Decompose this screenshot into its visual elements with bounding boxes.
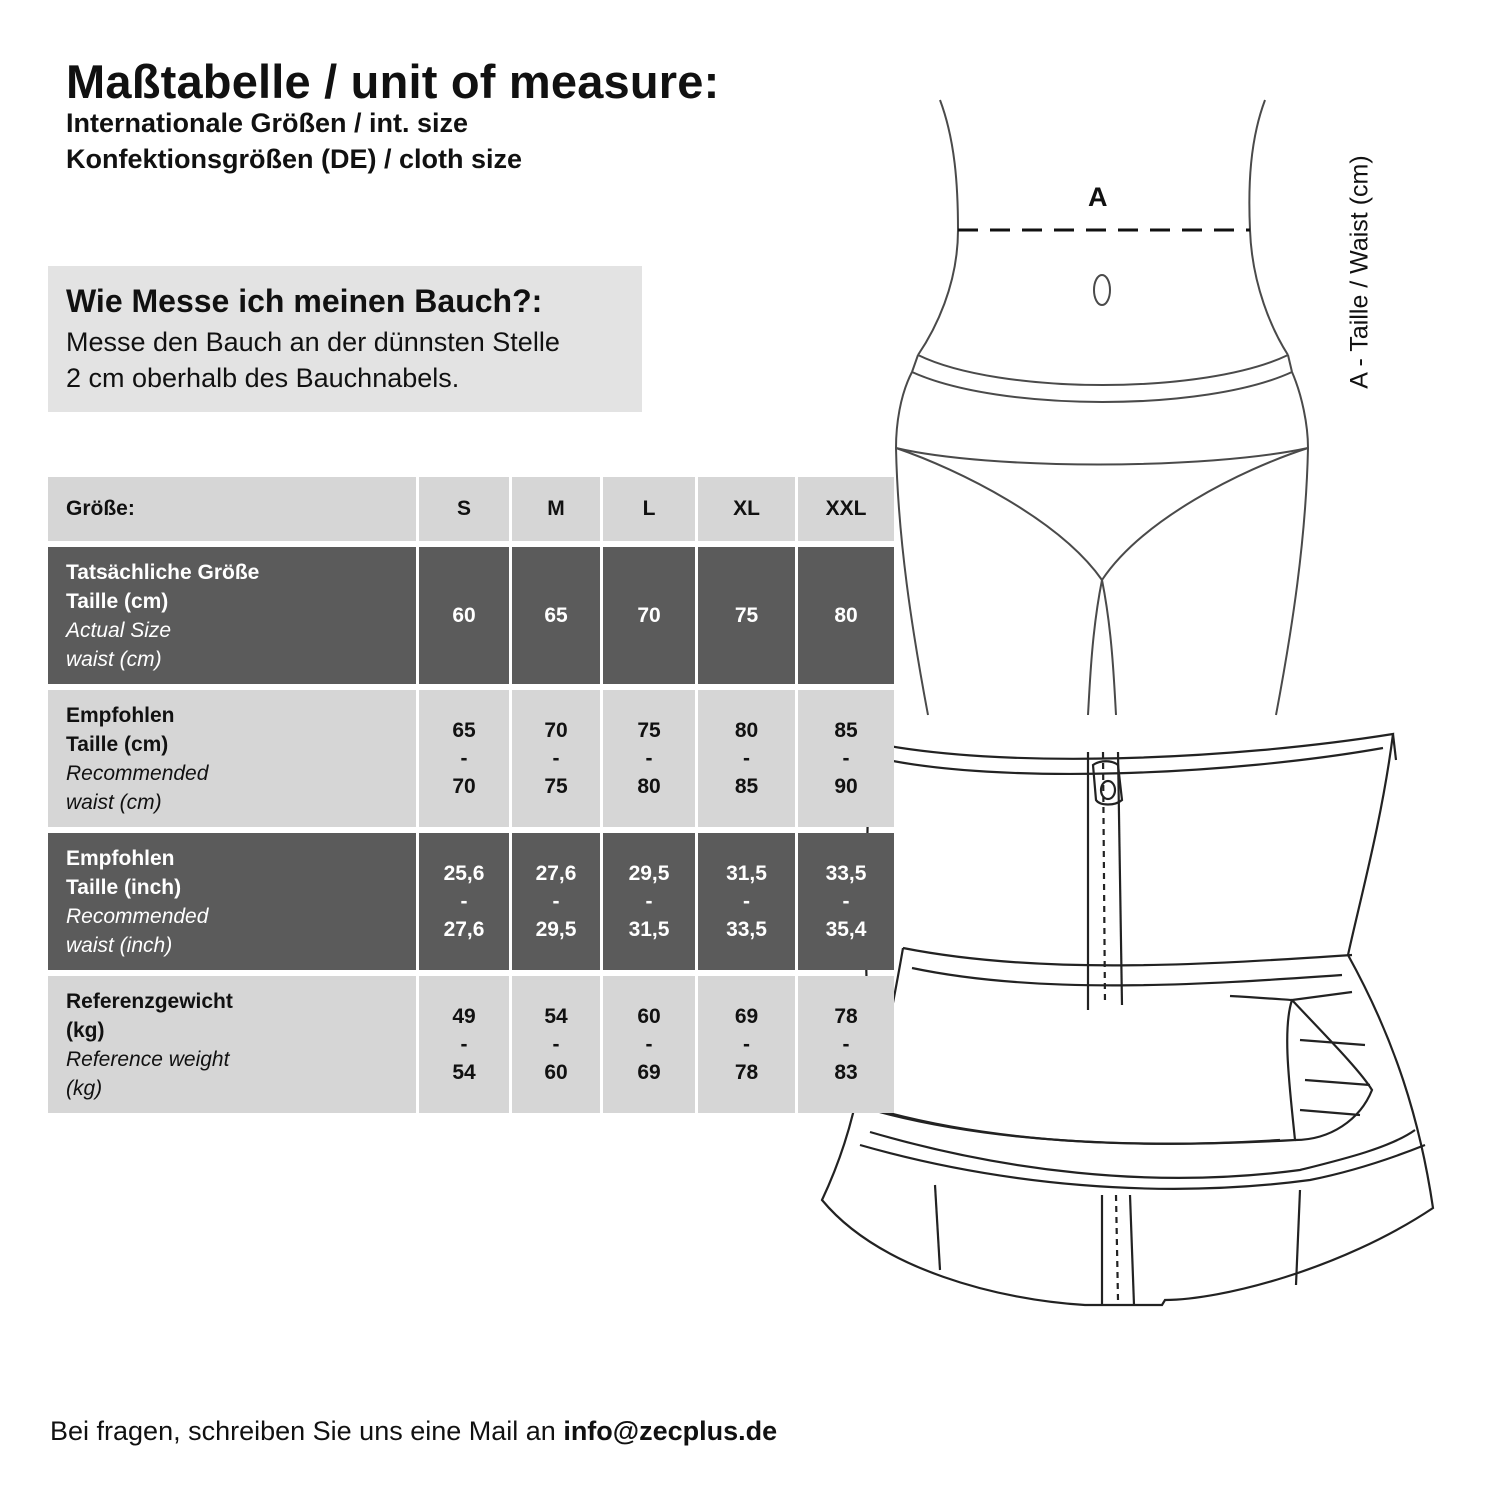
subtitle-cloth-size: Konfektionsgrößen (DE) / cloth size [66, 144, 523, 174]
table-value-part: 33,5 [726, 917, 767, 941]
table-value-part: 85 [834, 718, 858, 742]
table-value-part: 90 [834, 774, 858, 798]
table-value-part: 85 [734, 774, 759, 798]
size-header-text: Größe: [66, 497, 135, 520]
table-value-part: 54 [544, 1004, 568, 1028]
table-value-part: - [552, 889, 560, 913]
row-label-en: waist (cm) [66, 647, 162, 671]
row-label-text [66, 701, 208, 817]
table-value-part: 80 [637, 774, 661, 798]
table-value-part: 54 [452, 1060, 476, 1084]
table-value-cell [798, 547, 894, 684]
size-header-cell: S [419, 477, 509, 541]
contact-email: info@zecplus.de [563, 1416, 778, 1446]
row-label-en: Reference weight [66, 1047, 230, 1071]
table-value-part: 78 [734, 1060, 759, 1084]
table-value [826, 860, 867, 944]
size-header-cell: L [603, 477, 695, 541]
table-value [637, 602, 660, 630]
contact-footer [50, 1416, 777, 1447]
table-value-part: 27,6 [535, 861, 577, 885]
table-value-part: - [552, 746, 560, 770]
table-value-part: 75 [734, 603, 759, 627]
row-label-de: Empfohlen [66, 846, 175, 870]
row-label-de: Taille (cm) [66, 589, 169, 613]
row-label-de: Taille (inch) [66, 875, 182, 899]
measure-instructions-line: Messe den Bauch an der dünnsten Stelle [66, 327, 560, 357]
row-label-en: Recommended [66, 904, 209, 928]
table-value-part: - [743, 889, 750, 913]
size-table [48, 477, 867, 1113]
table-value-cell [512, 833, 600, 970]
table-value-part: - [460, 1032, 468, 1056]
table-value-cell [512, 976, 600, 1113]
table-value-part: - [460, 746, 468, 770]
row-label-text [66, 987, 233, 1103]
waist-axis-label: A - Taille / Waist (cm) [1345, 155, 1374, 389]
contact-text: Bei fragen, schreiben Sie uns eine Mail an [50, 1416, 564, 1446]
size-header-cell: XL [698, 477, 795, 541]
table-value [834, 602, 857, 630]
row-label-de: (kg) [66, 1018, 105, 1042]
page-title: Maßtabelle / unit of measure: [66, 55, 720, 108]
table-value-cell [603, 833, 695, 970]
table-value-cell [512, 690, 600, 827]
row-label-de: Taille (cm) [66, 732, 169, 756]
table-value-cell [419, 547, 509, 684]
navel [1094, 275, 1110, 305]
table-value-cell [698, 690, 795, 827]
row-label-en: waist (inch) [66, 933, 173, 957]
row-label-text [66, 558, 259, 674]
row-label [48, 690, 416, 827]
table-value-part: - [742, 1032, 750, 1056]
table-value-part: 70 [452, 774, 476, 798]
table-value [452, 717, 475, 801]
table-value-cell [512, 547, 600, 684]
table-value-part: 31,5 [726, 861, 767, 885]
table-value [834, 1003, 857, 1087]
table-value-cell [798, 976, 894, 1113]
table-value-part: 29,5 [628, 861, 670, 885]
table-value-part: - [842, 746, 850, 770]
table-value-part: 49 [452, 1004, 476, 1028]
row-label-text [66, 844, 208, 960]
table-value [735, 1003, 758, 1087]
table-value-part: 33,5 [825, 861, 867, 885]
table-value-part: - [552, 1032, 560, 1056]
row-label-en: waist (cm) [66, 790, 162, 814]
row-label [48, 976, 416, 1113]
row-label-en: Recommended [66, 761, 209, 785]
table-value-cell [798, 690, 894, 827]
measure-instructions-line: 2 cm oberhalb des Bauchnabels. [66, 363, 460, 393]
size-header-label [48, 477, 416, 541]
table-value-part: 31,5 [628, 917, 670, 941]
size-header-cell: XXL [798, 477, 894, 541]
table-value-part: - [645, 1032, 653, 1056]
table-value [726, 860, 767, 944]
table-value [637, 717, 660, 801]
table-value-part: - [842, 1032, 850, 1056]
table-value-cell [419, 833, 509, 970]
row-label-en: Actual Size [66, 618, 172, 642]
subtitle-international-size: Internationale Größen / int. size [66, 108, 469, 138]
table-value-part: 60 [544, 1060, 568, 1084]
table-value-part: 78 [834, 1004, 858, 1028]
row-label [48, 833, 416, 970]
row-label-de: Referenzgewicht [66, 989, 233, 1013]
table-value-cell [419, 976, 509, 1113]
table-value [544, 1003, 567, 1087]
table-value-part: 75 [544, 774, 568, 798]
row-label-de: Tatsächliche Größe [66, 560, 260, 584]
waist-marker-label: A [1088, 182, 1108, 212]
table-value-part: - [742, 746, 750, 770]
table-value-part: 80 [734, 718, 759, 742]
table-value [544, 602, 567, 630]
table-value [834, 717, 857, 801]
table-value [637, 1003, 660, 1087]
row-label-en: (kg) [66, 1076, 103, 1100]
table-value [452, 1003, 475, 1087]
table-value-cell [698, 833, 795, 970]
table-value [735, 602, 758, 630]
table-value [544, 717, 567, 801]
table-value-part: 70 [544, 718, 568, 742]
table-value-part: 27,6 [443, 917, 485, 941]
table-value-part: - [645, 889, 653, 913]
table-value-cell [603, 690, 695, 827]
table-value-part: 75 [637, 718, 661, 742]
table-value-cell [603, 547, 695, 684]
row-label [48, 547, 416, 684]
table-value-part: 70 [637, 603, 661, 627]
measure-instructions-title: Wie Messe ich meinen Bauch?: [66, 283, 543, 319]
table-value-cell [698, 547, 795, 684]
table-value-cell [419, 690, 509, 827]
size-header-cell: M [512, 477, 600, 541]
table-value [452, 602, 475, 630]
table-value-part: 60 [452, 603, 476, 627]
table-value [735, 717, 758, 801]
table-value-part: - [645, 746, 653, 770]
measure-instructions-box [48, 266, 642, 412]
table-value-part: 60 [637, 1004, 661, 1028]
table-value-part: 35,4 [825, 917, 867, 941]
table-value-part: 69 [637, 1060, 661, 1084]
row-label-de: Empfohlen [66, 703, 175, 727]
table-value-cell [603, 976, 695, 1113]
table-value-part: - [842, 889, 850, 913]
table-value [629, 860, 670, 944]
table-value-part: 25,6 [443, 861, 485, 885]
table-value [444, 860, 485, 944]
measure-instructions-text [66, 324, 624, 396]
table-value-part: 80 [834, 603, 858, 627]
table-value-cell [698, 976, 795, 1113]
waist-trainer [822, 734, 1433, 1305]
table-value-part: 69 [734, 1004, 759, 1028]
table-value-part: 83 [834, 1060, 858, 1084]
table-value-part: 29,5 [535, 917, 577, 941]
table-value [536, 860, 577, 944]
table-value-part: 65 [544, 603, 568, 627]
table-value-cell [798, 833, 894, 970]
table-value-part: - [460, 889, 468, 913]
table-value-part: 65 [452, 718, 476, 742]
